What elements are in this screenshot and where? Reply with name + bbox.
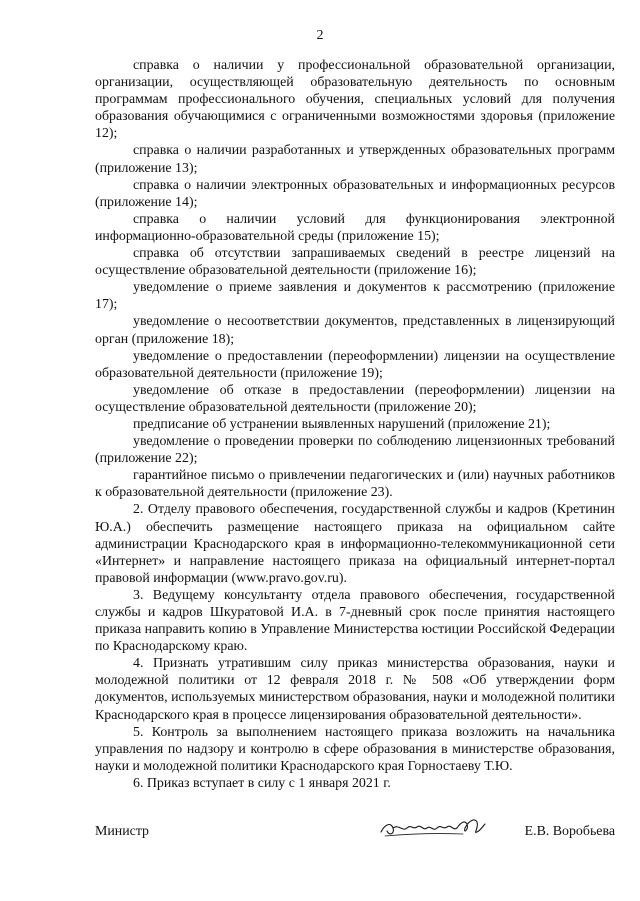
signature-block: [95, 812, 615, 852]
paragraph-item-3: 3. Ведущему консультанту отдела правового обеспечения, государственной службы и кадров Шкуратовой И.А. в 7-дневный срок после принятия настоящего приказа направить копию в Управление Министерства юстиции Российской Федерации по Краснодарскому краю.: [95, 587, 615, 655]
paragraph-appendix-19: уведомление о предоставлении (переоформлении) лицензии на осуществление образовательной деятельности (приложение 19);: [95, 348, 615, 381]
paragraph-appendix-23: гарантийное письмо о привлечении педагогических и (или) научных работников к образовательной деятельности (приложение 23).: [95, 468, 615, 501]
signatory-name: Е.В. Воробьева: [524, 824, 615, 839]
paragraph-appendix-16: справка об отсутствии запрашиваемых сведений в реестре лицензий на осуществление образовательной деятельности (приложение 16);: [95, 246, 615, 279]
page-number: 2: [316, 28, 324, 43]
handwritten-signature: [377, 812, 489, 842]
paragraph-appendix-21: предписание об устранении выявленных нарушений (приложение 21);: [133, 416, 551, 432]
paragraph-item-6: 6. Приказ вступает в силу с 1 января 2021 г.: [133, 775, 391, 791]
document-body: [95, 57, 615, 792]
signatory-title: Министр: [95, 824, 150, 839]
paragraph-appendix-12: справка о наличии у профессиональной образовательной организации, организации, осуществляющей образовательную деятельность по основным программам профессионального обучения, специальных условий для получения образования обучающимися с ограниченными возможностями здоровья (приложение 12);: [95, 58, 615, 142]
paragraph-appendix-18: уведомление о несоответствии документов, представленных в лицензирующий орган (приложение 18);: [95, 314, 615, 347]
paragraph-item-4: 4. Признать утратившим силу приказ министерства образования, науки и молодежной политики от 12 февраля 2018 г. № 508 «Об утверждении форм документов, используемых министерством образования, науки и молодежной политики Краснодарского края в процессе лицензирования образовательной деятельности».: [95, 656, 615, 723]
paragraph-appendix-15: справка о наличии условий для функционирования электронной информационно-образовательной среды (приложение 15);: [95, 211, 615, 244]
paragraph-appendix-20: уведомление об отказе в предоставлении (переоформлении) лицензии на осуществление образовательной деятельности (приложение 20);: [95, 382, 615, 415]
paragraph-appendix-17: уведомление о приеме заявления и документов к рассмотрению (приложение 17);: [95, 280, 615, 313]
paragraph-appendix-13: справка о наличии разработанных и утвержденных образовательных программ (приложение 13);: [95, 143, 615, 176]
paragraph-appendix-22: уведомление о проведении проверки по соблюдению лицензионных требований (приложение 22);: [95, 434, 615, 467]
paragraph-appendix-14: справка о наличии электронных образовательных и информационных ресурсов (приложение 14);: [95, 177, 615, 210]
paragraph-item-5: 5. Контроль за выполнением настоящего приказа возложить на начальника управления по надзору и контролю в сфере образования в министерстве образования, науки и молодежной политики Краснодарского края Горностаеву Т.Ю.: [95, 724, 615, 774]
paragraph-item-2: 2. Отделу правового обеспечения, государственной службы и кадров (Кретинин Ю.А.) обеспечить размещение настоящего приказа на официальном сайте администрации Краснодарского края в информационно-телекоммуникационной сети «Интернет» и направление настоящего приказа на официальный интернет-портал правовой информации (www.pravo.gov.ru).: [95, 502, 615, 586]
